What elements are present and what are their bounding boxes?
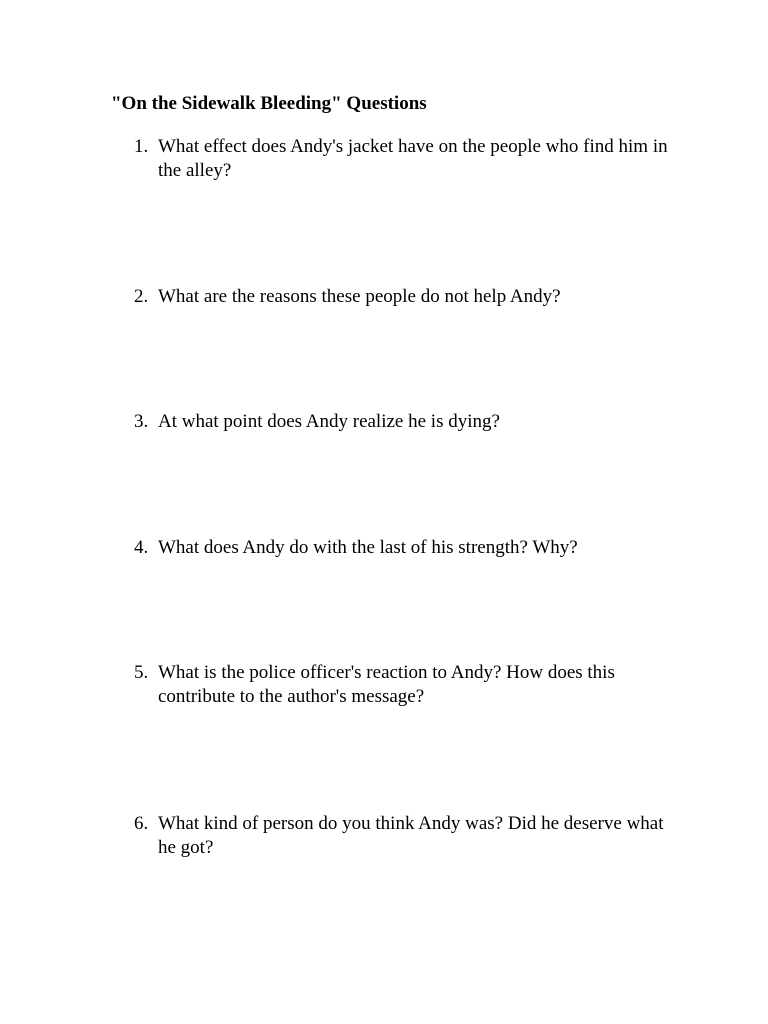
question-text: What kind of person do you think Andy was? Did he deserve what he got?	[158, 813, 664, 858]
question-number: 4.	[134, 537, 149, 558]
question-text: What does Andy do with the last of his strength? Why?	[158, 537, 578, 558]
question-text: At what point does Andy realize he is dying?	[158, 411, 500, 432]
question-number: 6.	[134, 813, 149, 834]
question-number: 2.	[134, 286, 149, 307]
question-text: What effect does Andy's jacket have on the people who find him in the alley?	[158, 136, 668, 181]
question-number: 3.	[134, 411, 149, 432]
question-number: 1.	[134, 136, 149, 157]
question-number: 5.	[134, 662, 149, 683]
question-text: What is the police officer's reaction to Andy? How does this contribute to the author's message?	[158, 662, 615, 707]
question-text: What are the reasons these people do not help Andy?	[158, 286, 561, 307]
document-title: "On the Sidewalk Bleeding" Questions	[111, 93, 427, 114]
